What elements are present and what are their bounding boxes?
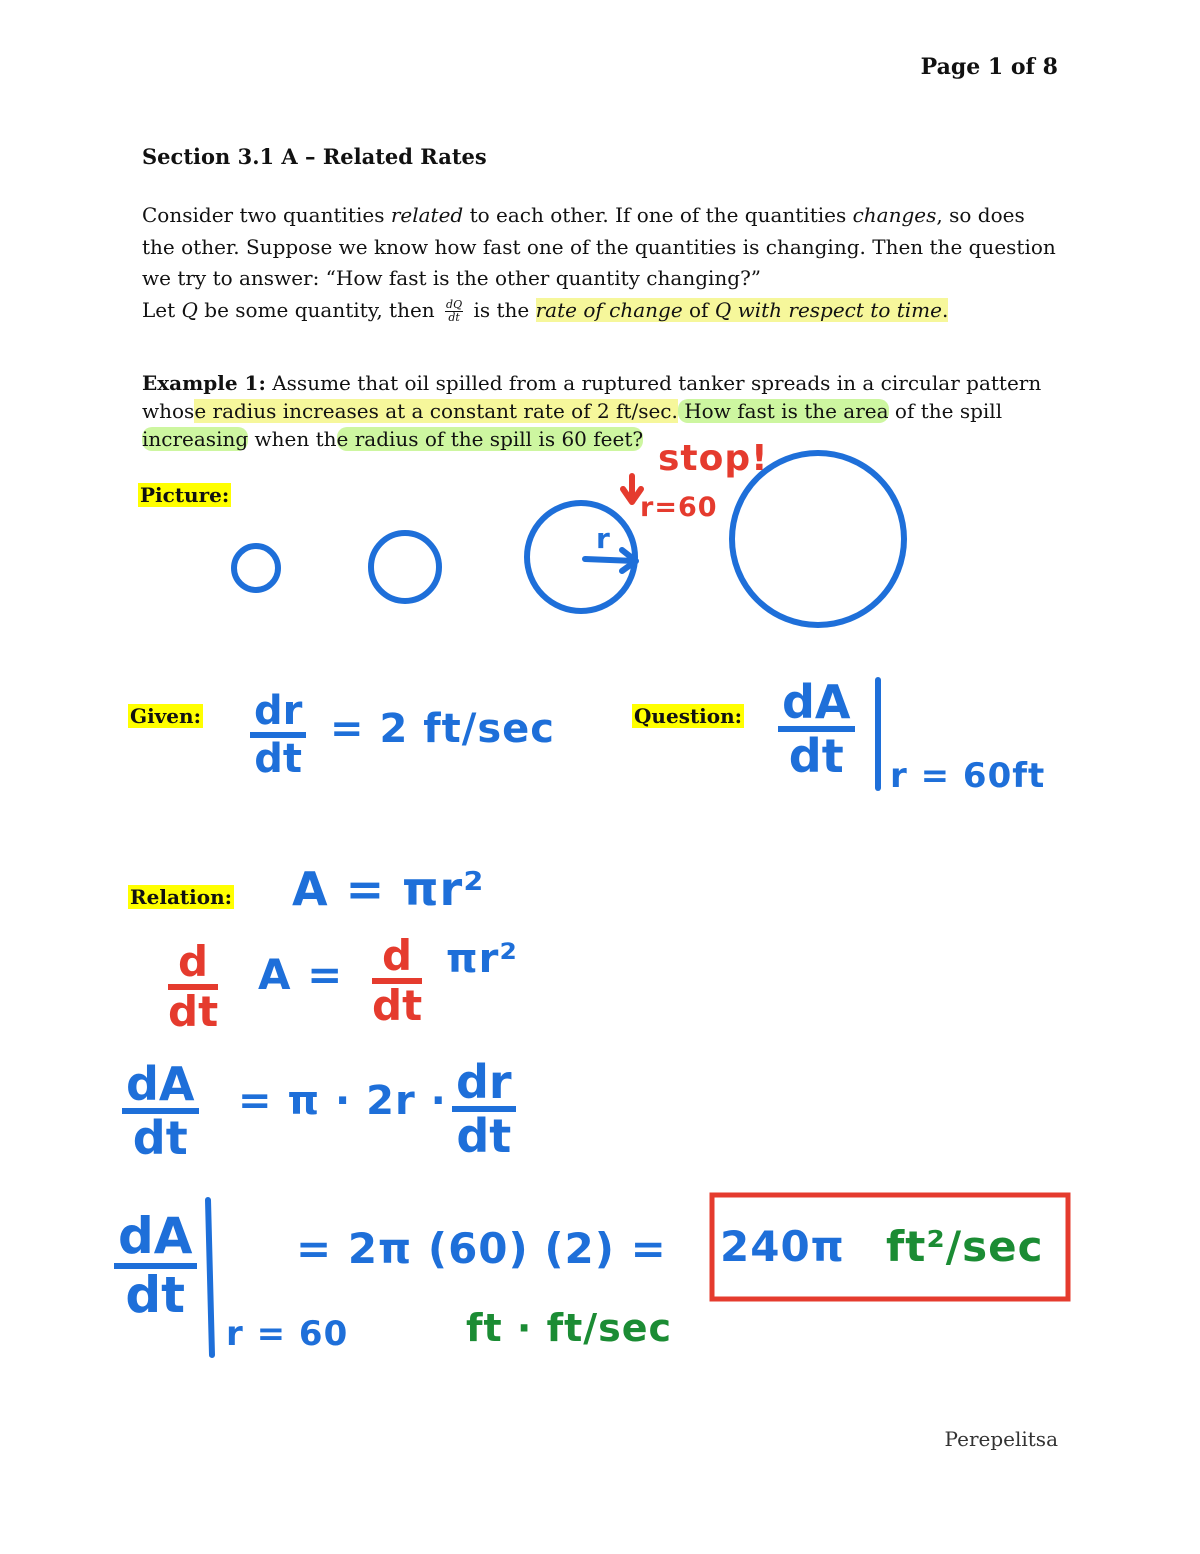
relation-equation: A = πr² xyxy=(292,862,485,916)
page-number: Page 1 of 8 xyxy=(920,54,1058,80)
section-title: Section 3.1 A – Related Rates xyxy=(142,144,487,169)
circle-radius xyxy=(527,503,635,611)
d-num-right: d xyxy=(372,934,422,984)
frac-num: dQ xyxy=(446,298,463,311)
let-text-c: is the xyxy=(467,298,536,322)
d-den-right: dt xyxy=(372,981,423,1031)
author-footer: Perepelitsa xyxy=(944,1427,1058,1451)
step3-den2: dt xyxy=(456,1109,512,1164)
highlight-radius-60: e radius of the spill is 60 feet? xyxy=(336,427,644,451)
d-den-left: dt xyxy=(168,987,219,1037)
final-fraction xyxy=(114,1207,197,1324)
stop-arrow-icon xyxy=(623,476,641,502)
final-eval: r = 60 xyxy=(226,1314,349,1354)
given-fraction xyxy=(250,690,306,780)
radius-label: r xyxy=(596,522,611,555)
given-den: dt xyxy=(254,736,303,782)
question-eval: r = 60ft xyxy=(890,756,1046,796)
given-label: Given: xyxy=(130,704,201,728)
intro-text-c: , so does the other. Suppose we know how fast one of the quantities is changing. Then the question we try to answer: “How fast is the other quantity changing?” xyxy=(142,203,1056,290)
final-eval-bar xyxy=(208,1200,212,1355)
d-dt-right xyxy=(372,931,423,1031)
answer-units: ft²/sec xyxy=(886,1222,1044,1271)
circle-small xyxy=(234,546,278,590)
step3-fraction xyxy=(122,1057,199,1166)
intro-text-a: Consider two quantities xyxy=(142,203,391,227)
highlight-increasing: increasing xyxy=(142,427,249,451)
intro-related: related xyxy=(390,203,464,227)
stop-note: stop! xyxy=(658,438,769,479)
rate-highlight: rate of change of Q with respect to time. xyxy=(535,298,949,322)
d-num-left: d xyxy=(168,940,218,990)
example-text-2: of the spill xyxy=(888,399,1003,423)
step3-den: dt xyxy=(132,1111,188,1166)
question-den: dt xyxy=(788,729,844,784)
given-num: dr xyxy=(250,690,306,738)
step2-rhs: πr² xyxy=(446,936,518,982)
example-text: Assume that oil spilled from a ruptured tanker spreads in a circular pattern whos xyxy=(142,371,1042,423)
example-label: Example 1: xyxy=(142,371,266,395)
step3-mid: = π · 2r · xyxy=(238,1078,447,1124)
question-fraction xyxy=(778,675,855,784)
let-text: Let xyxy=(142,298,182,322)
frac-den: dt xyxy=(448,311,460,324)
given-rhs: = 2 ft/sec xyxy=(330,706,555,752)
answer-value: 240π xyxy=(720,1222,845,1271)
q-var: Q xyxy=(181,298,198,322)
step3-fraction-dr xyxy=(452,1055,516,1164)
circle-medium xyxy=(371,533,439,601)
highlight-radius-rate: e radius increases at a constant rate of 2 ft/sec. xyxy=(194,399,678,423)
units-note: ft · ft/sec xyxy=(466,1306,673,1350)
final-den: dt xyxy=(125,1265,186,1324)
intro-text-b: to each other. If one of the quantities xyxy=(463,203,853,227)
r60-note: r=60 xyxy=(640,492,718,523)
d-dt-left xyxy=(168,937,219,1037)
intro-changes: changes xyxy=(852,203,937,227)
example-text-3: when th xyxy=(248,427,337,451)
question-num: dA xyxy=(778,678,855,732)
step2-a: A = xyxy=(258,950,344,999)
relation-label: Relation: xyxy=(130,885,233,909)
picture-label: Picture: xyxy=(140,483,230,507)
step3-num2: dr xyxy=(452,1058,516,1112)
highlight-area: How fast is the area xyxy=(677,399,889,423)
step3-num: dA xyxy=(122,1060,199,1114)
let-text-b: be some quantity, then xyxy=(197,298,442,322)
final-num: dA xyxy=(114,1210,197,1269)
final-mid: = 2π (60) (2) = xyxy=(296,1224,667,1273)
question-label: Question: xyxy=(634,704,743,728)
